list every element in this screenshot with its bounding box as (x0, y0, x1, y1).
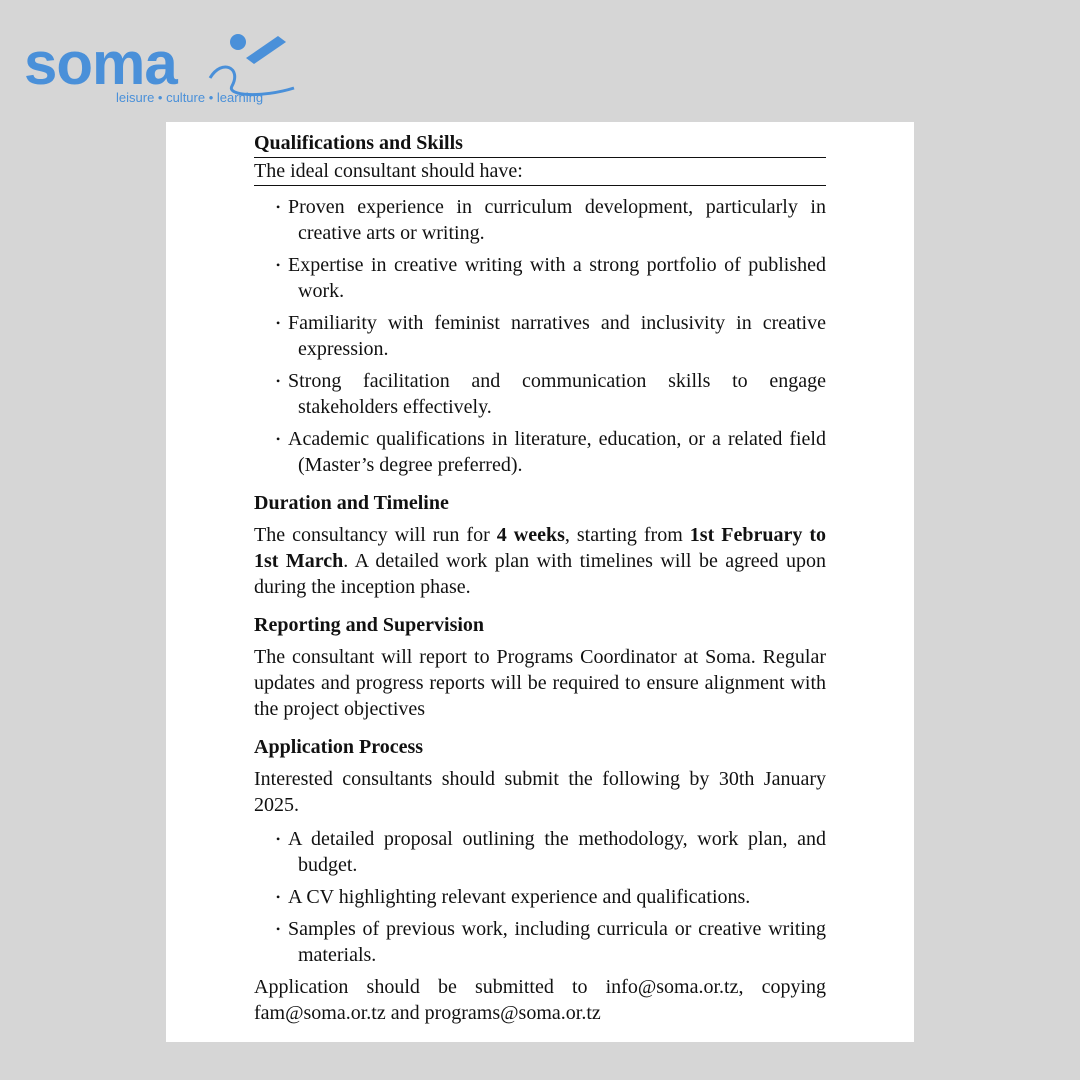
qualifications-section (254, 130, 826, 478)
list-item: • Proven experience in curriculum development, particularly in creative arts or writing. (254, 194, 826, 246)
duration-text-a: The consultancy will run for (254, 524, 497, 546)
duration-weeks: 4 weeks (496, 524, 565, 546)
reporting-heading: Reporting and Supervision (254, 614, 485, 636)
logo-tagline: leisure • culture • learning (116, 90, 264, 105)
application-closing: Application should be submitted to info@soma.or.tz, copying fam@soma.or.tz and programs@soma.or.tz (254, 976, 826, 1024)
duration-text-c: . A detailed work plan with timelines will be agreed upon during the inception phase. (254, 550, 827, 598)
reporting-text: The consultant will report to Programs Coordinator at Soma. Regular updates and progress reports will be required to ensure alignment with the project objectives (254, 646, 826, 720)
duration-dates: 1st February to 1st March (254, 524, 827, 572)
qualifications-heading: Qualifications and Skills (254, 130, 826, 158)
list-item: • Samples of previous work, including curricula or creative writing materials. (254, 916, 826, 968)
list-item: • Expertise in creative writing with a strong portfolio of published work. (254, 252, 826, 304)
qualifications-list (254, 194, 826, 478)
list-item: • Strong facilitation and communication skills to engage stakeholders effectively. (254, 368, 826, 420)
application-heading: Application Process (254, 736, 424, 758)
application-section (254, 734, 826, 1026)
duration-text-b: , starting from (564, 524, 690, 546)
qualifications-lead: The ideal consultant should have: (254, 158, 826, 186)
duration-heading: Duration and Timeline (254, 492, 449, 514)
soma-logo (24, 28, 284, 112)
reporting-section (254, 612, 826, 722)
document-body (254, 130, 826, 1026)
list-item: • Academic qualifications in literature, education, or a related field (Master’s degree preferred). (254, 426, 826, 478)
application-list (254, 826, 826, 968)
document-page (166, 122, 914, 1042)
list-item: • A CV highlighting relevant experience and qualifications. (254, 884, 826, 910)
duration-text (254, 522, 826, 600)
logo-wordmark: soma (24, 30, 177, 97)
application-lead: Interested consultants should submit the following by 30th January 2025. (254, 768, 826, 816)
duration-section (254, 490, 826, 600)
list-item: • Familiarity with feminist narratives and inclusivity in creative expression. (254, 310, 826, 362)
list-item: • A detailed proposal outlining the methodology, work plan, and budget. (254, 826, 826, 878)
